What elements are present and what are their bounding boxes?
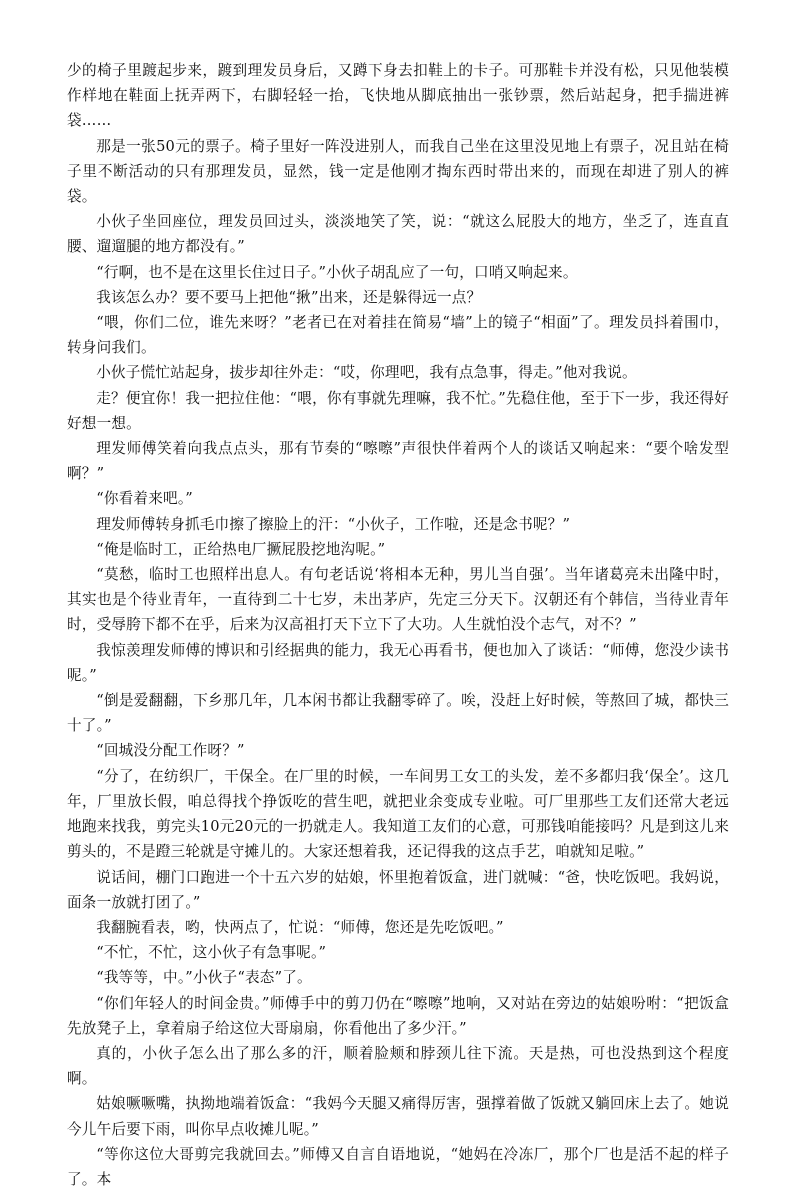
paragraph: “喂，你们二位，谁先来呀？”老者已在对着挂在简易“墙”上的镜子“相面”了。理发员抖着围巾，转身问我们。 [67,314,729,357]
paragraph: 理发师傅转身抓毛巾擦了擦脸上的汗：“小伙子，工作啦，还是念书呢？” [96,515,571,533]
paragraph: “分了，在纺织厂，干保全。在厂里的时候，一车间男工女工的头发，差不多都归我‘保全’。这几年，厂里放长假，咱总得找个挣饭吃的营生吧，就把业余变成专业啦。可厂里那些工友们还常大老远地跑来找我，剪完头10元20元的一扔就走人。我知道工友们的心意，可那钱咱能接吗？凡是到这儿来剪头的，不是蹬三轮就是守摊儿的。大家还想着我，还记得我的这点手艺，咱就知足啦。” [67,767,729,861]
paragraph: 我该怎么办？要不要马上把他“揪”出来，还是躲得远一点？ [96,288,482,306]
paragraph: 那是一张50元的票子。椅子里好一阵没进别人，而我自己坐在这里没见地上有票子，况且站在椅子里不断活动的只有那理发员，显然，钱一定是他刚才掏东西时带出来的，而现在却进了别人的裤袋。 [67,137,729,206]
paragraph: 小伙子坐回座位，理发员回过头，淡淡地笑了笑，说：“就这么屁股大的地方，坐乏了，连直直腰、遛遛腿的地方都没有。” [67,213,729,256]
paragraph: 我翻腕看表，哟，快两点了，忙说：“师傅，您还是先吃饭吧。” [96,918,504,936]
paragraph: 小伙子慌忙站起身，拔步却往外走：“哎，你理吧，我有点急事，得走。”他对我说。 [96,364,637,382]
paragraph: 少的椅子里踱起步来，踱到理发员身后，又蹲下身去扣鞋上的卡子。可那鞋卡并没有松，只见他装模作样地在鞋面上抚弄两下，右脚轻轻一抬，飞快地从脚底抽出一张钞票，然后站起身，把手揣进裤袋…… [67,62,729,130]
paragraph: 我惊羡理发师傅的博识和引经据典的能力，我无心再看书，便也加入了谈话：“师傅，您没少读书呢。” [67,641,729,684]
paragraph: 走？便宜你！我一把拉住他：“喂，你有事就先理嘛，我不忙。”先稳住他，至于下一步，我还得好好想一想。 [67,389,729,432]
paragraph: “你们年轻人的时间金贵。”师傅手中的剪刀仍在“嚓嚓”地响，又对站在旁边的姑娘吩咐：“把饭盒先放凳子上，拿着扇子给这位大哥扇扇，你看他出了多少汗。” [67,994,729,1037]
paragraph: 理发师傅笑着向我点点头，那有节奏的“嚓嚓”声很快伴着两个人的谈话又响起来：“要个啥发型啊？” [67,440,729,483]
paragraph: “倒是爱翻翻，下乡那几年，几本闲书都让我翻零碎了。唉，没赶上好时候，等熬回了城，都快三十了。” [67,692,729,735]
document-page [67,58,729,1192]
paragraph: “回城没分配工作呀？” [96,742,245,760]
paragraph: “行啊，也不是在这里长住过日子。”小伙子胡乱应了一句，口哨又响起来。 [96,263,578,281]
paragraph: 说话间，棚门口跑进一个十五六岁的姑娘，怀里抱着饭盒，进门就喊：“爸，快吃饭吧。我妈说，面条一放就打团了。” [67,868,729,911]
paragraph: “我等等，中。”小伙子“表态”了。 [96,969,312,987]
paragraph: “等你这位大哥剪完我就回去。”师傅又自言自语地说，“她妈在冷冻厂，那个厂也是活不起的样子了。本 [67,1145,729,1188]
paragraph: “不忙，不忙，这小伙子有急事呢。” [96,944,327,962]
paragraph: 姑娘噘噘嘴，执拗地端着饭盒：“我妈今天腿又痛得厉害，强撑着做了饭就又躺回床上去了。她说今儿午后要下雨，叫你早点收摊儿呢。” [67,1095,729,1138]
paragraph: “俺是临时工，正给热电厂撅屁股挖地沟呢。” [96,540,386,558]
paragraph: “莫愁，临时工也照样出息人。有句老话说‘将相本无种，男儿当自强’。当年诸葛亮未出隆中时，其实也是个待业青年，一直待到二十七岁，未出茅庐，先定三分天下。汉朝还有个韩信，当待业青年时，受辱胯下都不在乎，后来为汉高祖打天下立下了大功。人生就怕没个志气，对不？” [67,566,729,634]
paragraph: 真的，小伙子怎么出了那么多的汗，顺着脸颊和脖颈儿往下流。天是热，可也没热到这个程度啊。 [67,1044,729,1088]
paragraph: “你看着来吧。” [96,490,193,508]
